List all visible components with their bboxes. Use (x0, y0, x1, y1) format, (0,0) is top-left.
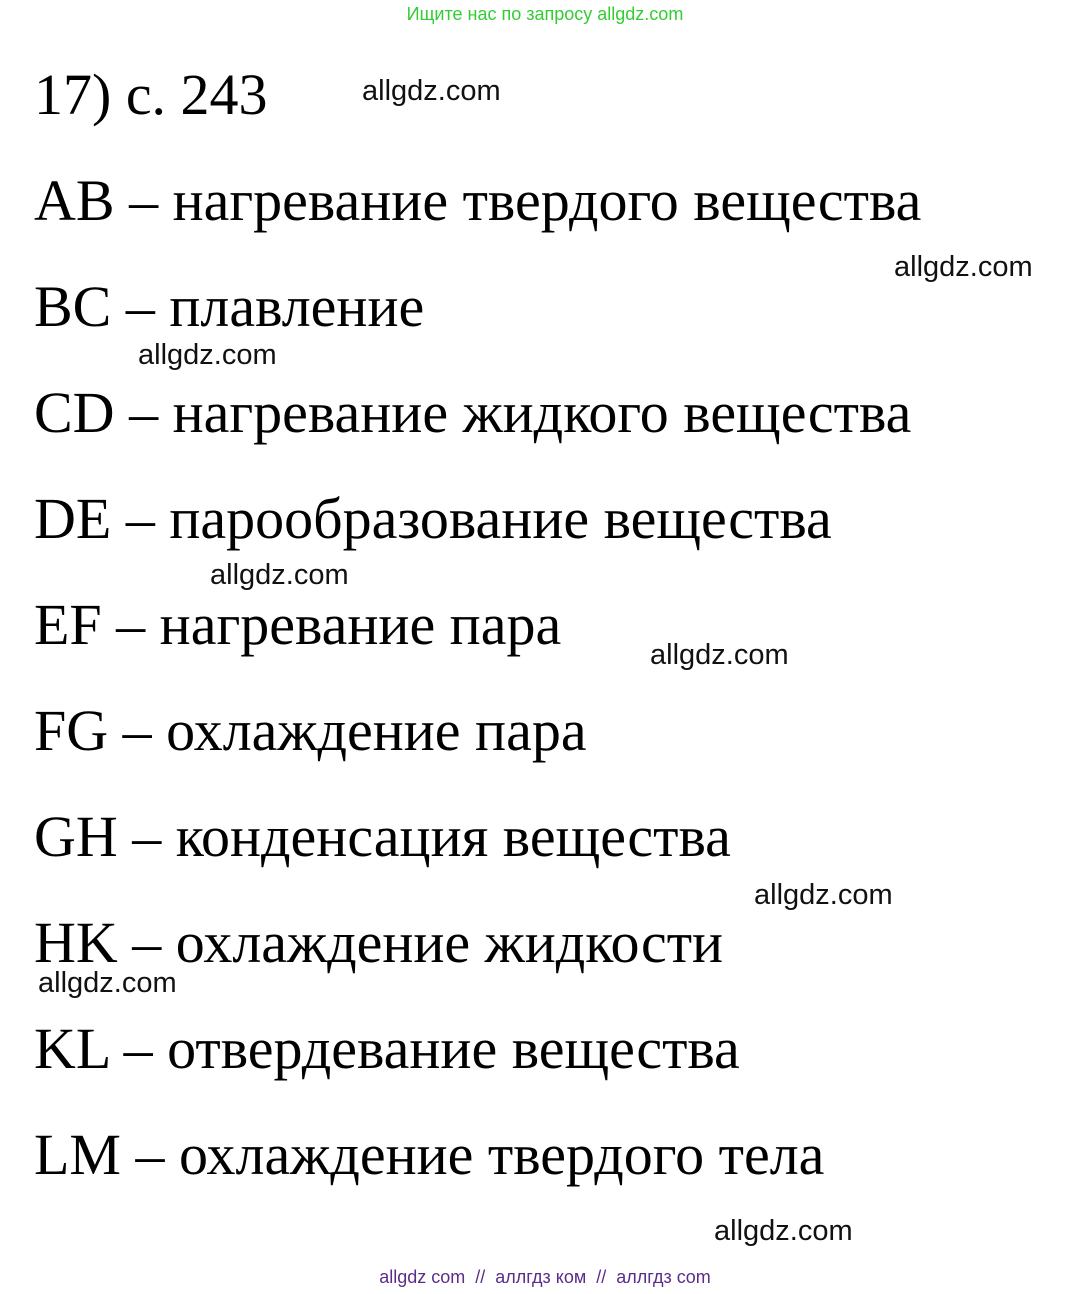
answer-line-hk: HK – охлаждение жидкости (34, 910, 724, 975)
answer-line-kl: KL – отвердевание вещества (34, 1016, 740, 1081)
watermark: allgdz.com (138, 339, 277, 371)
footer-links: allgdz com // аллгдз ком // аллгдз com (379, 1267, 711, 1287)
watermark: allgdz.com (894, 251, 1033, 283)
answer-line-de: DE – парообразование вещества (34, 486, 832, 551)
watermark: allgdz.com (210, 559, 349, 591)
watermark: allgdz.com (650, 639, 789, 671)
watermark: allgdz.com (38, 967, 177, 999)
top-banner: Ищите нас по запросу allgdz.com (406, 4, 684, 24)
answer-line-lm: LM – охлаждение твердого тела (34, 1122, 825, 1187)
watermark: allgdz.com (714, 1215, 853, 1247)
answer-line-bc: BC – плавление (34, 274, 425, 339)
watermark: allgdz.com (754, 879, 893, 911)
answer-line-cd: CD – нагревание жидкого вещества (34, 380, 912, 445)
answer-line-gh: GH – конденсация вещества (34, 804, 731, 869)
answer-line-ef: EF – нагревание пара (34, 592, 562, 657)
problem-heading: 17) с. 243 (34, 62, 268, 127)
answer-line-ab: AB – нагревание твердого вещества (34, 168, 922, 233)
answer-line-fg: FG – охлаждение пара (34, 698, 587, 763)
watermark: allgdz.com (362, 75, 501, 107)
